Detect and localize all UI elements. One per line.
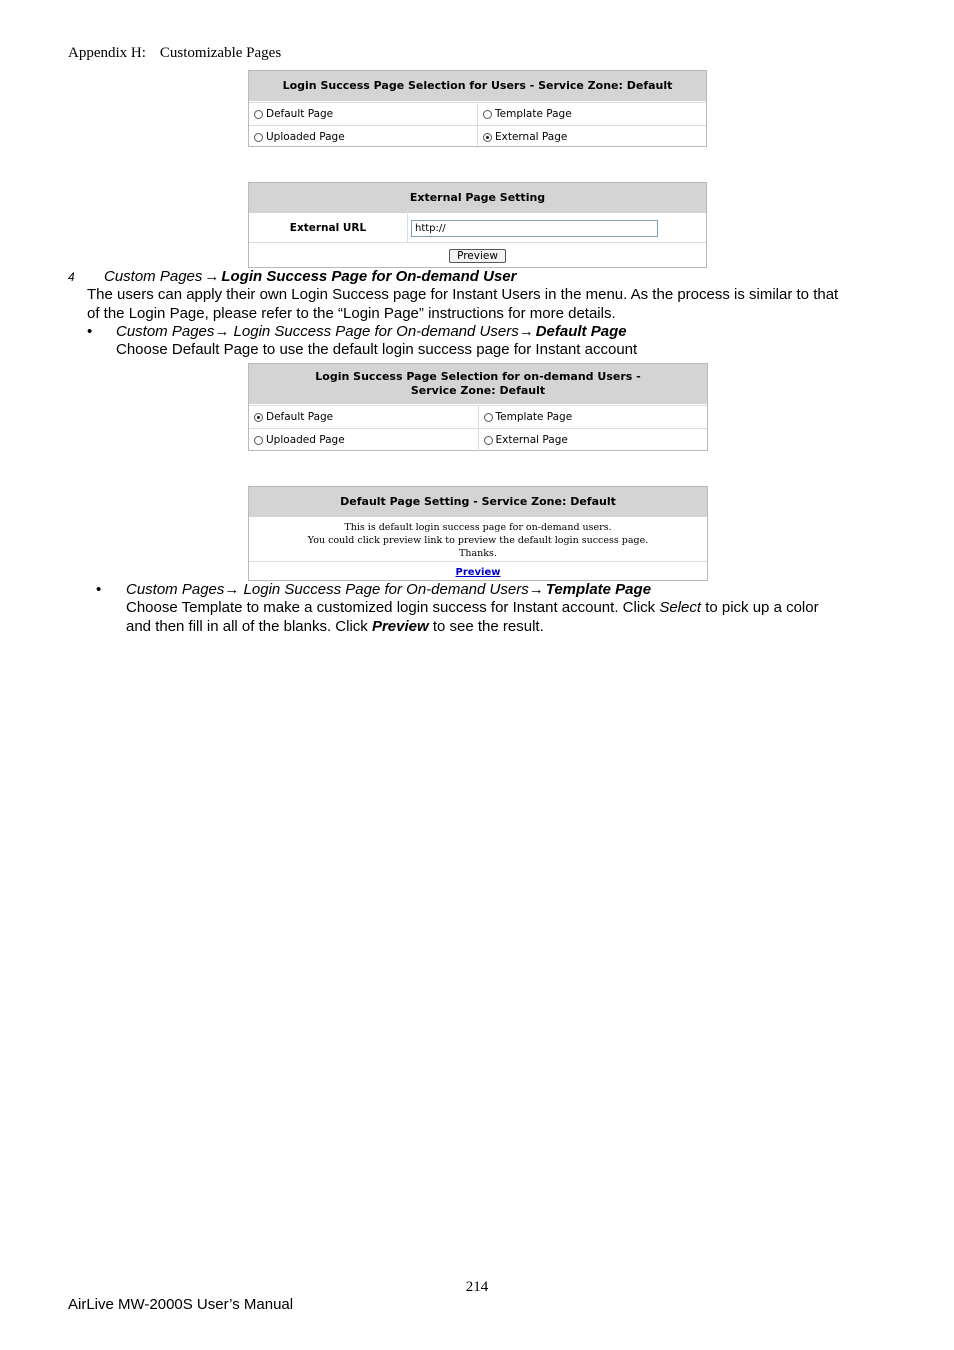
external-page-setting-panel bbox=[248, 182, 707, 268]
arrow-icon: → bbox=[528, 581, 544, 598]
radio-icon[interactable] bbox=[254, 110, 263, 119]
appendix-title: Customizable Pages bbox=[159, 45, 282, 61]
section-path: Custom Pages bbox=[104, 268, 203, 285]
option-external-page[interactable]: External Page bbox=[477, 126, 706, 148]
option-default-page[interactable]: Default Page bbox=[249, 406, 478, 428]
section-number: 4 bbox=[68, 270, 75, 284]
panel-title: Default Page Setting - Service Zone: Default bbox=[249, 487, 707, 518]
preview-button[interactable]: Preview bbox=[449, 249, 506, 263]
preview-link[interactable]: Preview bbox=[455, 567, 501, 578]
section-paragraph: The users can apply their own Login Success page for Instant Users in the menu. As the process is similar to that of the Login Page, please refer to the “Login Page” instructions for more details. bbox=[87, 286, 839, 322]
section-heading bbox=[68, 268, 516, 287]
radio-icon[interactable] bbox=[484, 436, 493, 445]
section-title: Login Success Page for On-demand User bbox=[221, 268, 517, 285]
radio-icon[interactable] bbox=[483, 110, 492, 119]
external-url-input[interactable]: http:// bbox=[411, 220, 658, 237]
radio-icon[interactable] bbox=[254, 133, 263, 142]
page-header bbox=[68, 45, 281, 62]
option-uploaded-page[interactable]: Uploaded Page bbox=[249, 429, 478, 451]
arrow-icon: → bbox=[214, 323, 230, 340]
bullet-default-desc: Choose Default Page to use the default login success page for Instant account bbox=[116, 341, 638, 358]
option-template-page[interactable]: Template Page bbox=[478, 406, 708, 428]
panel-title: External Page Setting bbox=[249, 183, 706, 214]
bullet-template-desc: Choose Template to make a customized login success for Instant account. Click Select to pick up a color and then fill in all of the blanks. Click Preview to see the result. bbox=[126, 599, 819, 635]
manual-title: AirLive MW-2000S User’s Manual bbox=[68, 1296, 294, 1313]
default-page-message: This is default login success page for on-demand users. You could click preview link to preview the default login success page. Thanks. bbox=[307, 522, 649, 559]
ondemand-selection-panel bbox=[248, 363, 708, 451]
arrow-icon: → bbox=[518, 323, 534, 340]
radio-selected-icon[interactable] bbox=[483, 133, 492, 142]
panel-title: Login Success Page Selection for on-demand Users - Service Zone: Default bbox=[249, 364, 707, 405]
bullet-icon: • bbox=[96, 581, 102, 598]
arrow-icon: → bbox=[204, 268, 220, 285]
radio-icon[interactable] bbox=[484, 413, 493, 422]
panel-title: Login Success Page Selection for Users - Service Zone: Default bbox=[249, 71, 706, 102]
page-number: 214 bbox=[465, 1279, 489, 1295]
arrow-icon: → bbox=[224, 581, 240, 598]
external-url-label: External URL bbox=[249, 214, 408, 242]
bullet-default-page: • Custom Pages→ Login Success Page for On-demand Users→ Default Page bbox=[87, 323, 627, 340]
option-template-page[interactable]: Template Page bbox=[477, 103, 706, 125]
radio-selected-icon[interactable] bbox=[254, 413, 263, 422]
bullet-icon: • bbox=[87, 323, 93, 340]
default-page-setting-panel bbox=[248, 486, 708, 581]
option-uploaded-page[interactable]: Uploaded Page bbox=[249, 126, 477, 148]
radio-icon[interactable] bbox=[254, 436, 263, 445]
option-default-page[interactable]: Default Page bbox=[249, 103, 477, 125]
appendix-label: Appendix H: bbox=[68, 45, 146, 61]
option-external-page[interactable]: External Page bbox=[478, 429, 708, 451]
bullet-template-page: • Custom Pages→ Login Success Page for On-demand Users→ Template Page bbox=[96, 581, 652, 598]
users-selection-panel bbox=[248, 70, 707, 147]
